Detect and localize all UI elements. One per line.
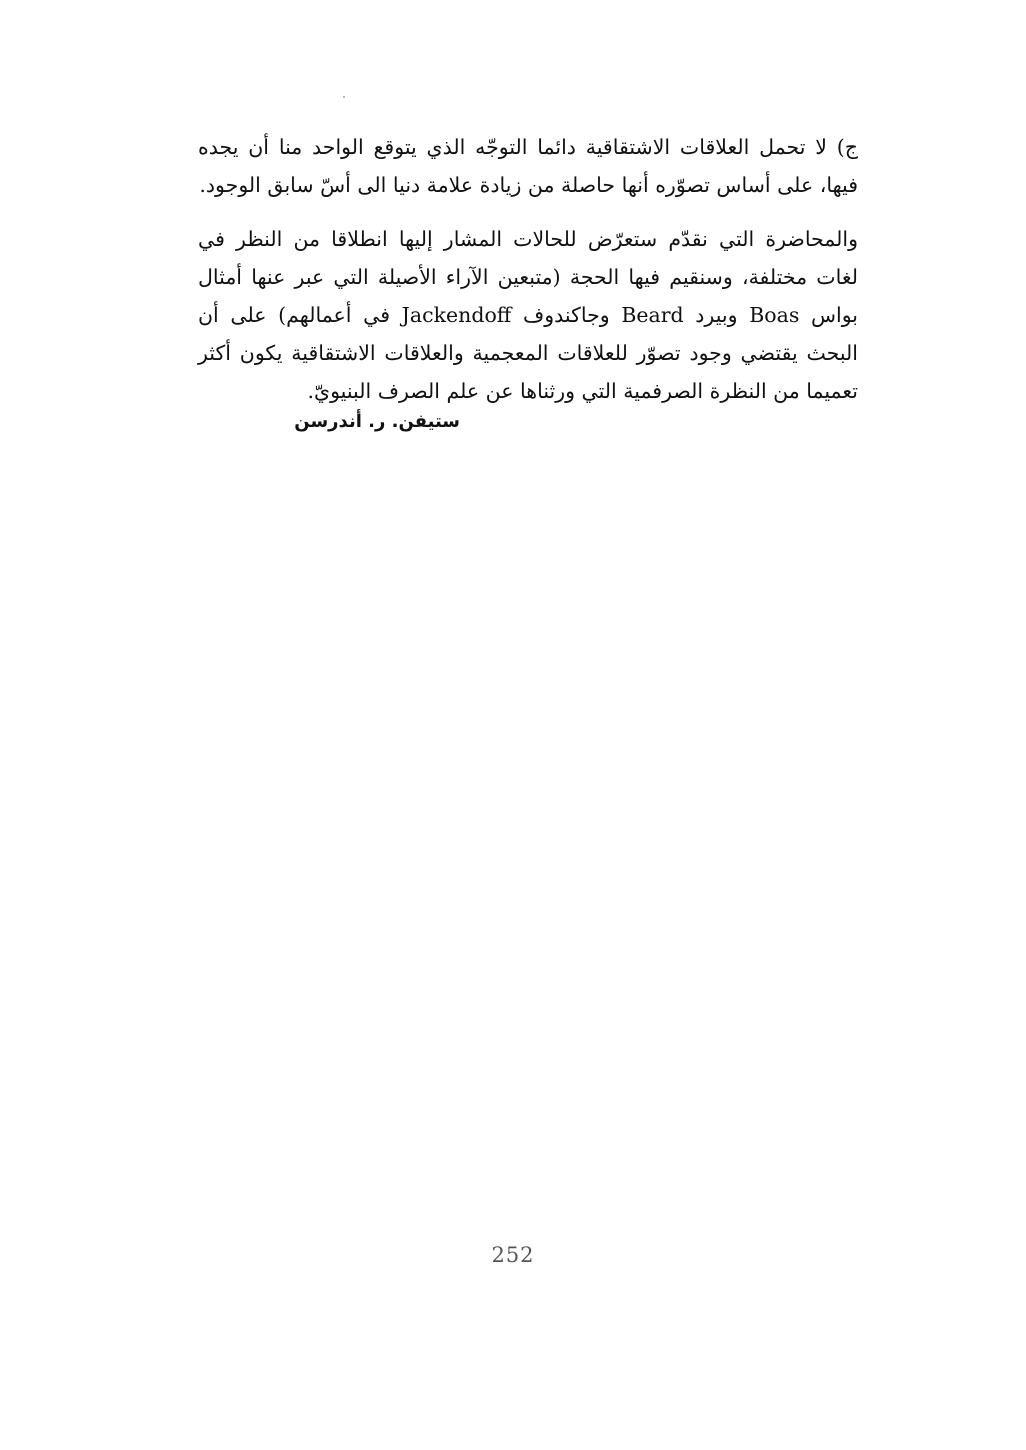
page-number: 252 [491,1243,535,1267]
scan-speck [343,96,345,98]
paragraph-1: ج) لا تحمل العلاقات الاشتقاقية دائما التوجّه الذي يتوقع الواحد منا أن يجده فيها، على أساس تصوّره أنها حاصلة من زيادة علامة دنيا الى أسّ سابق الوجود. [198,135,858,197]
paragraph-2: والمحاضرة التي نقدّم ستعرّض للحالات المشار إليها انطلاقا من النظر في لغات مختلفة، وسنقيم فيها الحجة (متبعين الآراء الأصيلة التي عبر عنها أمثال بواس Boas وبيرد Beard وجاكندوف Jackendoff في أعمالهم) على أن البحث يقتضي وجود تصوّر للعلاقات المعجمية والعلاقات الاشتقاقية يكون أكثر تعميما من النظرة الصرفمية التي ورثناها عن علم الصرف البنيويّ. [198,227,858,403]
author-signature: ستيفن. ر. أندرسن [294,411,460,432]
